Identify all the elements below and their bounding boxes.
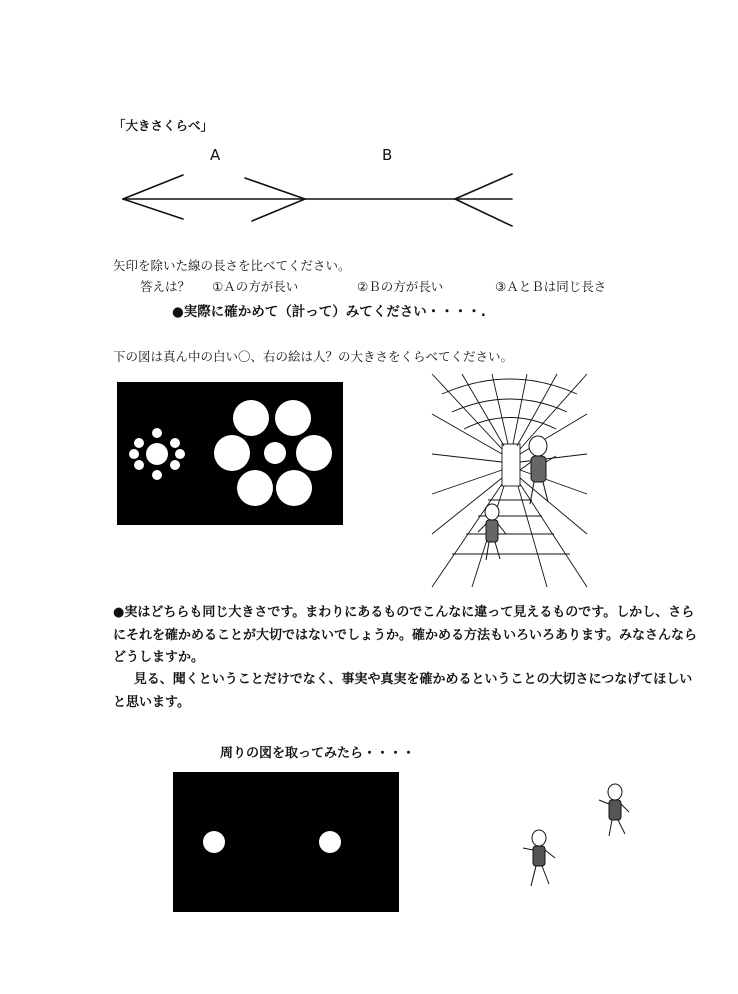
choices-prompt: 答えは？ xyxy=(140,279,191,294)
center-circle-left xyxy=(146,443,168,465)
corridor-illusion-image xyxy=(432,374,587,587)
plain-circles-panel xyxy=(173,772,399,912)
ebbinghaus-panel xyxy=(117,382,343,525)
explanation-paragraph-2: 見る、聞くということだけでなく、事実や真実を確かめるということの大切さにつなげてほしいと思います。 xyxy=(113,672,693,710)
label-a: A xyxy=(210,146,221,164)
question-text: 矢印を除いた線の長さを比べてください。 xyxy=(113,258,351,273)
explanation-paragraph-1: ●実はどちらも同じ大きさです。まわりにあるものでこんなに違って見えるものです。しかし、さらにそれを確かめることが大切ではないでしょうか。確かめる方法もいろいろあります。みなさんならどうしますか。 xyxy=(113,605,697,665)
instruction-2: 下の図は真ん中の白い〇、右の絵は人？の大きさをくらべてください。 xyxy=(113,349,514,364)
plain-figures-image xyxy=(505,778,645,898)
choice-2: ②Ｂの方が長い xyxy=(357,279,444,294)
plain-circle-left xyxy=(203,831,225,853)
verify-note: ●実際に確かめて（計って）みてください・・・・. xyxy=(172,304,486,320)
choice-1: ①Ａの方が長い xyxy=(212,279,299,294)
page-title: 「大きさくらべ」 xyxy=(113,118,214,133)
removed-caption: 周りの図を取ってみたら・・・・ xyxy=(220,746,416,761)
plain-circle-right xyxy=(319,831,341,853)
center-circle-right xyxy=(264,442,286,464)
label-b: B xyxy=(382,146,393,164)
choice-3: ③ＡとＢは同じ長さ xyxy=(495,279,607,294)
